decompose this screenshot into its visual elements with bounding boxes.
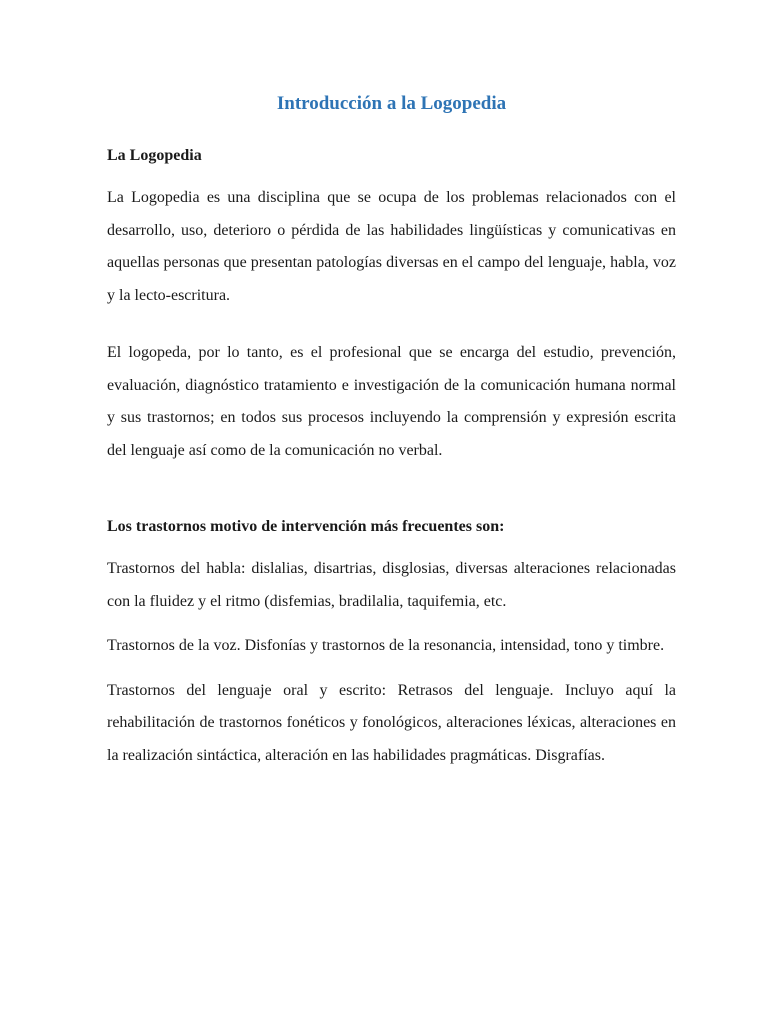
section-spacer — [107, 467, 676, 515]
paragraph-trastornos-habla: Trastornos del habla: dislalias, disartrias, disglosias, diversas alteraciones relacionadas con la fluidez y el ritmo (disfemias, bradilalia, taquifemia, etc. — [107, 560, 676, 610]
paragraph-trastornos-voz: Trastornos de la voz. Disfonías y trastornos de la resonancia, intensidad, tono y timbre. — [107, 637, 665, 654]
document-title: Introducción a la Logopedia — [276, 93, 507, 114]
paragraph-definition: La Logopedia es una disciplina que se ocupa de los problemas relacionados con el desarrollo, uso, deterioro o pérdida de las habilidades lingüísticas y comunicativas en aquellas personas que presentan patologías diversas en el campo del lenguaje, habla, voz y la lecto-escritura. — [107, 189, 676, 304]
paragraph-trastornos-lenguaje: Trastornos del lenguaje oral y escrito: Retrasos del lenguaje. Incluyo aquí la rehabilitación de trastornos fonéticos y fonológicos, alteraciones léxicas, alteraciones en la realización sintáctica, alteración en las habilidades pragmáticas. Disgrafías. — [107, 681, 676, 764]
paragraph-logopeda: El logopeda, por lo tanto, es el profesional que se encarga del estudio, prevención, evaluación, diagnóstico tratamiento e investigación de la comunicación humana normal y sus trastornos; en todos sus procesos incluyendo la comprensión y expresión escrita del lenguaje así como de la comunicación no verbal. — [107, 344, 676, 459]
section-heading-logopedia: La Logopedia — [107, 147, 202, 164]
section-heading-trastornos: Los trastornos motivo de intervención más frecuentes son: — [107, 518, 505, 535]
paragraph-spacer — [107, 312, 676, 337]
document-page — [107, 90, 676, 784]
